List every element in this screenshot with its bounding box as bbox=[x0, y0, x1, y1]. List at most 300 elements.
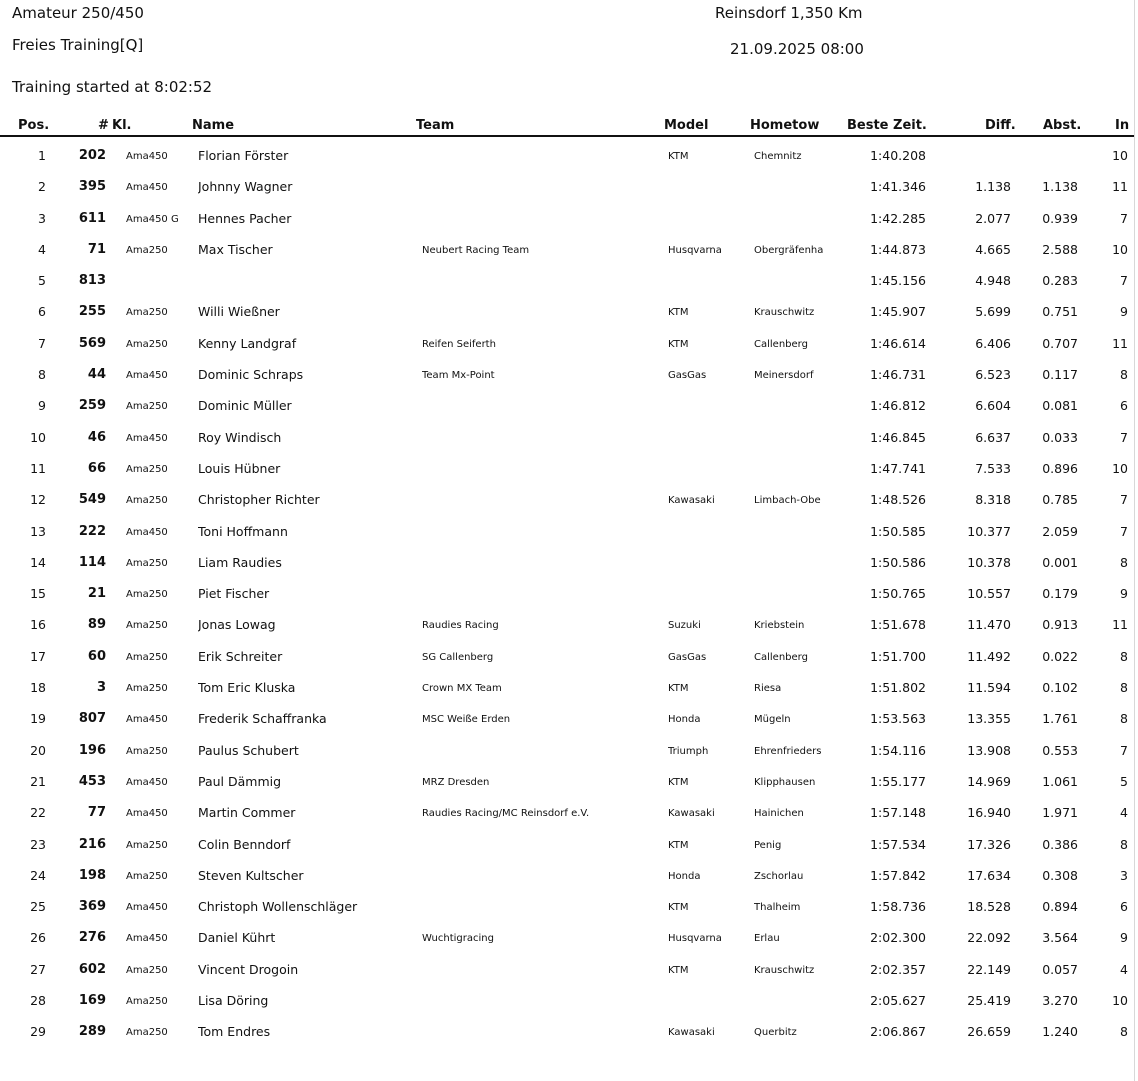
cell-laps: 8 bbox=[1120, 554, 1128, 570]
cell-best-time: 1:47.741 bbox=[870, 460, 926, 476]
cell-team: Neubert Racing Team bbox=[422, 244, 530, 256]
cell-position: 21 bbox=[30, 773, 46, 789]
cell-best-time: 1:57.534 bbox=[870, 836, 926, 852]
cell-gap: 0.057 bbox=[1042, 961, 1078, 977]
cell-gap: 0.386 bbox=[1042, 836, 1078, 852]
cell-position: 10 bbox=[30, 429, 46, 445]
cell-gap: 0.751 bbox=[1042, 304, 1078, 320]
cell-best-time: 1:42.285 bbox=[870, 210, 926, 226]
cell-diff: 22.149 bbox=[967, 961, 1011, 977]
cell-class: Ama450 bbox=[126, 182, 168, 194]
cell-gap: 0.102 bbox=[1042, 680, 1078, 696]
cell-rider-name: Toni Hoffmann bbox=[198, 523, 288, 539]
cell-class: Ama250 bbox=[126, 651, 168, 663]
cell-hometown: Ehrenfrieders bbox=[754, 745, 822, 757]
cell-rider-name: Frederik Schaffranka bbox=[198, 711, 327, 727]
cell-rider-name: Martin Commer bbox=[198, 805, 296, 821]
cell-start-number: 3 bbox=[96, 680, 106, 696]
cell-diff: 22.092 bbox=[967, 930, 1011, 946]
cell-best-time: 1:51.678 bbox=[870, 617, 926, 633]
cell-gap: 0.913 bbox=[1042, 617, 1078, 633]
cell-start-number: 549 bbox=[78, 492, 106, 508]
cell-laps: 10 bbox=[1112, 460, 1128, 476]
cell-class: Ama450 bbox=[126, 714, 168, 726]
cell-rider-name: Willi Wießner bbox=[198, 304, 280, 320]
table-row bbox=[0, 174, 1134, 205]
table-header bbox=[0, 117, 1134, 137]
cell-laps: 8 bbox=[1120, 680, 1128, 696]
table-row bbox=[0, 456, 1134, 487]
cell-hometown: Riesa bbox=[754, 683, 782, 695]
cell-class: Ama450 bbox=[126, 526, 168, 538]
table-row bbox=[0, 268, 1134, 299]
cell-hometown: Callenberg bbox=[754, 651, 808, 663]
cell-best-time: 1:51.802 bbox=[870, 680, 926, 696]
cell-model: Honda bbox=[668, 870, 701, 882]
table-row bbox=[0, 550, 1134, 581]
table-row bbox=[0, 769, 1134, 800]
cell-gap: 0.179 bbox=[1042, 586, 1078, 602]
cell-laps: 10 bbox=[1112, 148, 1128, 163]
cell-position: 14 bbox=[30, 554, 46, 570]
cell-position: 18 bbox=[30, 680, 46, 696]
cell-best-time: 1:50.765 bbox=[870, 586, 926, 602]
cell-class: Ama450 G bbox=[126, 213, 179, 225]
cell-model: KTM bbox=[668, 964, 689, 976]
cell-hometown: Callenberg bbox=[754, 338, 808, 350]
cell-class: Ama250 bbox=[126, 1027, 168, 1039]
cell-rider-name: Vincent Drogoin bbox=[198, 961, 299, 977]
cell-model: Kawasaki bbox=[668, 1027, 715, 1039]
cell-diff: 11.492 bbox=[967, 648, 1011, 664]
cell-start-number: 602 bbox=[78, 961, 106, 977]
cell-team: Crown MX Team bbox=[422, 683, 502, 695]
cell-start-number: 21 bbox=[87, 586, 106, 602]
col-header-hometown: Hometow bbox=[750, 118, 820, 133]
cell-rider-name: Louis Hübner bbox=[198, 460, 281, 476]
cell-position: 24 bbox=[30, 867, 46, 883]
cell-start-number: 71 bbox=[87, 241, 106, 257]
cell-diff: 6.406 bbox=[975, 335, 1011, 351]
cell-start-number: 813 bbox=[78, 273, 106, 289]
cell-model: GasGas bbox=[668, 651, 707, 663]
session-name: Freies Training[Q] bbox=[12, 36, 144, 54]
cell-team: Team Mx-Point bbox=[422, 370, 495, 382]
cell-laps: 6 bbox=[1120, 398, 1128, 414]
cell-diff: 2.077 bbox=[975, 210, 1011, 226]
cell-start-number: 369 bbox=[78, 899, 106, 915]
cell-gap: 1.061 bbox=[1042, 773, 1078, 789]
cell-best-time: 1:54.116 bbox=[870, 742, 926, 758]
cell-start-number: 198 bbox=[78, 867, 106, 883]
cell-laps: 6 bbox=[1120, 899, 1128, 915]
cell-start-number: 114 bbox=[78, 554, 106, 570]
results-table-body bbox=[0, 143, 1134, 1051]
cell-hometown: Erlau bbox=[754, 933, 780, 945]
cell-rider-name: Jonas Lowag bbox=[198, 617, 276, 633]
table-row bbox=[0, 299, 1134, 330]
cell-class: Ama250 bbox=[126, 870, 168, 882]
cell-rider-name: Dominic Müller bbox=[198, 398, 292, 414]
cell-gap: 2.059 bbox=[1042, 523, 1078, 539]
cell-diff: 10.557 bbox=[967, 586, 1011, 602]
cell-position: 6 bbox=[38, 304, 46, 320]
cell-best-time: 1:50.585 bbox=[870, 523, 926, 539]
cell-start-number: 807 bbox=[78, 711, 106, 727]
table-row bbox=[0, 206, 1134, 237]
cell-best-time: 1:55.177 bbox=[870, 773, 926, 789]
cell-class: Ama250 bbox=[126, 244, 168, 256]
cell-start-number: 395 bbox=[78, 179, 106, 195]
cell-rider-name: Roy Windisch bbox=[198, 429, 282, 445]
cell-best-time: 1:51.700 bbox=[870, 648, 926, 664]
cell-best-time: 1:57.148 bbox=[870, 805, 926, 821]
col-header-model: Model bbox=[664, 118, 709, 133]
cell-laps: 9 bbox=[1120, 586, 1128, 602]
cell-class: Ama250 bbox=[126, 463, 168, 475]
cell-model: Kawasaki bbox=[668, 495, 715, 507]
table-row bbox=[0, 675, 1134, 706]
cell-diff: 26.659 bbox=[967, 1024, 1011, 1040]
cell-diff: 13.355 bbox=[967, 711, 1011, 727]
cell-gap: 0.894 bbox=[1042, 899, 1078, 915]
cell-start-number: 289 bbox=[78, 1024, 106, 1040]
cell-class: Ama250 bbox=[126, 338, 168, 350]
cell-team: Wuchtigracing bbox=[422, 933, 494, 945]
cell-laps: 8 bbox=[1120, 367, 1128, 383]
cell-laps: 11 bbox=[1112, 179, 1128, 195]
cell-position: 13 bbox=[30, 523, 46, 539]
cell-laps: 8 bbox=[1120, 836, 1128, 852]
cell-best-time: 1:48.526 bbox=[870, 492, 926, 508]
cell-diff: 4.665 bbox=[975, 241, 1011, 257]
cell-position: 27 bbox=[30, 961, 46, 977]
cell-class: Ama450 bbox=[126, 370, 168, 382]
cell-hometown: Penig bbox=[754, 839, 782, 851]
col-header-gap: Abst. bbox=[1043, 118, 1082, 133]
cell-class: Ama250 bbox=[126, 401, 168, 413]
cell-model: Husqvarna bbox=[668, 244, 722, 256]
cell-rider-name: Hennes Pacher bbox=[198, 210, 292, 226]
cell-best-time: 1:45.907 bbox=[870, 304, 926, 320]
cell-model: KTM bbox=[668, 683, 689, 695]
cell-class: Ama250 bbox=[126, 620, 168, 632]
cell-start-number: 46 bbox=[87, 429, 106, 445]
cell-start-number: 77 bbox=[87, 805, 106, 821]
cell-team: SG Callenberg bbox=[422, 651, 494, 663]
cell-best-time: 1:40.208 bbox=[870, 148, 926, 163]
cell-position: 16 bbox=[30, 617, 46, 633]
cell-start-number: 60 bbox=[87, 648, 106, 664]
event-date: 21.09.2025 08:00 bbox=[730, 40, 864, 58]
cell-laps: 7 bbox=[1120, 523, 1128, 539]
cell-gap: 0.283 bbox=[1042, 273, 1078, 289]
cell-diff: 5.699 bbox=[975, 304, 1011, 320]
cell-start-number: 611 bbox=[78, 210, 106, 226]
cell-model: Suzuki bbox=[668, 620, 701, 632]
table-row bbox=[0, 393, 1134, 424]
cell-best-time: 2:05.627 bbox=[870, 993, 926, 1009]
table-row bbox=[0, 519, 1134, 550]
cell-class: Ama450 bbox=[126, 776, 168, 788]
cell-gap: 3.270 bbox=[1042, 993, 1078, 1009]
cell-rider-name: Christopher Richter bbox=[198, 492, 320, 508]
cell-position: 26 bbox=[30, 930, 46, 946]
cell-start-number: 89 bbox=[87, 617, 106, 633]
cell-diff: 16.940 bbox=[967, 805, 1011, 821]
cell-position: 20 bbox=[30, 742, 46, 758]
cell-position: 29 bbox=[30, 1024, 46, 1040]
cell-start-number: 569 bbox=[78, 335, 106, 351]
cell-laps: 7 bbox=[1120, 429, 1128, 445]
cell-class: Ama250 bbox=[126, 996, 168, 1008]
cell-class: Ama250 bbox=[126, 307, 168, 319]
cell-position: 22 bbox=[30, 805, 46, 821]
cell-gap: 3.564 bbox=[1042, 930, 1078, 946]
cell-model: KTM bbox=[668, 338, 689, 350]
cell-class: Ama450 bbox=[126, 933, 168, 945]
cell-position: 12 bbox=[30, 492, 46, 508]
cell-gap: 0.033 bbox=[1042, 429, 1078, 445]
cell-class: Ama250 bbox=[126, 495, 168, 507]
track-info: Reinsdorf 1,350 Km bbox=[715, 4, 863, 22]
cell-best-time: 2:02.357 bbox=[870, 961, 926, 977]
cell-model: Honda bbox=[668, 714, 701, 726]
cell-diff: 8.318 bbox=[975, 492, 1011, 508]
cell-start-number: 255 bbox=[78, 304, 106, 320]
cell-position: 2 bbox=[38, 179, 46, 195]
cell-best-time: 1:57.842 bbox=[870, 867, 926, 883]
cell-class: Ama250 bbox=[126, 745, 168, 757]
table-row bbox=[0, 832, 1134, 863]
cell-laps: 3 bbox=[1120, 867, 1128, 883]
table-row bbox=[0, 1019, 1134, 1050]
cell-start-number: 222 bbox=[78, 523, 106, 539]
class-title: Amateur 250/450 bbox=[12, 4, 144, 22]
cell-team: Raudies Racing/MC Reinsdorf e.V. bbox=[422, 808, 590, 820]
table-row bbox=[0, 800, 1134, 831]
cell-best-time: 1:53.563 bbox=[870, 711, 926, 727]
cell-hometown: Chemnitz bbox=[754, 151, 802, 162]
cell-model: GasGas bbox=[668, 370, 707, 382]
cell-gap: 0.939 bbox=[1042, 210, 1078, 226]
cell-diff: 4.948 bbox=[975, 273, 1011, 289]
cell-position: 28 bbox=[30, 993, 46, 1009]
cell-team: Raudies Racing bbox=[422, 620, 499, 632]
cell-hometown: Thalheim bbox=[754, 902, 801, 914]
cell-class: Ama250 bbox=[126, 964, 168, 976]
cell-best-time: 1:46.614 bbox=[870, 335, 926, 351]
cell-hometown: Meinersdorf bbox=[754, 370, 814, 382]
cell-diff: 1.138 bbox=[975, 179, 1011, 195]
cell-model: KTM bbox=[668, 151, 689, 162]
col-header-number: # bbox=[98, 118, 109, 133]
cell-hometown: Querbitz bbox=[754, 1027, 797, 1039]
cell-rider-name: Piet Fischer bbox=[198, 586, 270, 602]
cell-hometown: Klipphausen bbox=[754, 776, 816, 788]
cell-laps: 7 bbox=[1120, 492, 1128, 508]
table-row bbox=[0, 644, 1134, 675]
cell-hometown: Zschorlau bbox=[754, 870, 804, 882]
cell-model: KTM bbox=[668, 776, 689, 788]
cell-model: Kawasaki bbox=[668, 808, 715, 820]
page-right-border bbox=[1134, 0, 1135, 1081]
cell-hometown: Krauschwitz bbox=[754, 964, 815, 976]
col-header-class: Kl. bbox=[112, 118, 132, 133]
cell-position: 7 bbox=[38, 335, 46, 351]
cell-diff: 11.470 bbox=[967, 617, 1011, 633]
cell-start-number: 44 bbox=[87, 367, 106, 383]
cell-laps: 8 bbox=[1120, 1024, 1128, 1040]
cell-diff: 18.528 bbox=[967, 899, 1011, 915]
cell-position: 23 bbox=[30, 836, 46, 852]
table-row bbox=[0, 894, 1134, 925]
table-row bbox=[0, 425, 1134, 456]
cell-best-time: 2:02.300 bbox=[870, 930, 926, 946]
cell-start-number: 453 bbox=[78, 773, 106, 789]
cell-laps: 9 bbox=[1120, 930, 1128, 946]
col-header-name: Name bbox=[192, 118, 235, 133]
cell-diff: 6.604 bbox=[975, 398, 1011, 414]
cell-laps: 9 bbox=[1120, 304, 1128, 320]
cell-diff: 13.908 bbox=[967, 742, 1011, 758]
cell-hometown: Kriebstein bbox=[754, 620, 805, 632]
cell-diff: 10.377 bbox=[967, 523, 1011, 539]
cell-model: KTM bbox=[668, 839, 689, 851]
table-row bbox=[0, 581, 1134, 612]
cell-diff: 7.533 bbox=[975, 460, 1011, 476]
cell-position: 11 bbox=[30, 460, 46, 476]
cell-start-number: 202 bbox=[78, 148, 106, 163]
table-row bbox=[0, 331, 1134, 362]
col-header-team: Team bbox=[416, 118, 455, 133]
cell-diff: 14.969 bbox=[967, 773, 1011, 789]
cell-position: 3 bbox=[38, 210, 46, 226]
cell-position: 1 bbox=[38, 148, 46, 163]
cell-gap: 1.138 bbox=[1042, 179, 1078, 195]
table-row bbox=[0, 925, 1134, 956]
cell-diff: 6.637 bbox=[975, 429, 1011, 445]
cell-diff: 10.378 bbox=[967, 554, 1011, 570]
cell-class: Ama250 bbox=[126, 557, 168, 569]
table-row bbox=[0, 612, 1134, 643]
cell-class: Ama250 bbox=[126, 839, 168, 851]
cell-laps: 11 bbox=[1112, 617, 1128, 633]
cell-gap: 1.971 bbox=[1042, 805, 1078, 821]
cell-rider-name: Lisa Döring bbox=[198, 993, 269, 1009]
cell-laps: 7 bbox=[1120, 742, 1128, 758]
cell-laps: 7 bbox=[1120, 273, 1128, 289]
cell-rider-name: Steven Kultscher bbox=[198, 867, 304, 883]
cell-best-time: 1:41.346 bbox=[870, 179, 926, 195]
table-row bbox=[0, 362, 1134, 393]
cell-gap: 2.588 bbox=[1042, 241, 1078, 257]
table-row bbox=[0, 143, 1134, 174]
cell-model: KTM bbox=[668, 902, 689, 914]
cell-gap: 0.785 bbox=[1042, 492, 1078, 508]
cell-gap: 1.761 bbox=[1042, 711, 1078, 727]
cell-position: 19 bbox=[30, 711, 46, 727]
cell-position: 5 bbox=[38, 273, 46, 289]
cell-hometown: Limbach-Obe bbox=[754, 495, 821, 507]
cell-gap: 0.707 bbox=[1042, 335, 1078, 351]
cell-gap: 0.117 bbox=[1042, 367, 1078, 383]
cell-diff: 6.523 bbox=[975, 367, 1011, 383]
cell-rider-name: Johnny Wagner bbox=[198, 179, 293, 195]
cell-rider-name: Tom Endres bbox=[198, 1024, 271, 1040]
cell-rider-name: Dominic Schraps bbox=[198, 367, 304, 383]
cell-class: Ama450 bbox=[126, 808, 168, 820]
cell-hometown: Hainichen bbox=[754, 808, 804, 820]
cell-best-time: 1:58.736 bbox=[870, 899, 926, 915]
cell-rider-name: Paulus Schubert bbox=[198, 742, 299, 758]
cell-best-time: 1:45.156 bbox=[870, 273, 926, 289]
cell-best-time: 1:46.731 bbox=[870, 367, 926, 383]
cell-laps: 8 bbox=[1120, 711, 1128, 727]
cell-diff: 11.594 bbox=[967, 680, 1011, 696]
cell-gap: 1.240 bbox=[1042, 1024, 1078, 1040]
cell-start-number: 66 bbox=[87, 460, 106, 476]
cell-diff: 17.634 bbox=[967, 867, 1011, 883]
table-row bbox=[0, 237, 1134, 268]
cell-laps: 10 bbox=[1112, 241, 1128, 257]
cell-laps: 7 bbox=[1120, 210, 1128, 226]
cell-start-number: 169 bbox=[78, 993, 106, 1009]
cell-laps: 10 bbox=[1112, 993, 1128, 1009]
cell-diff: 17.326 bbox=[967, 836, 1011, 852]
cell-laps: 4 bbox=[1120, 961, 1128, 977]
cell-rider-name: Paul Dämmig bbox=[198, 773, 282, 789]
cell-position: 25 bbox=[30, 899, 46, 915]
cell-best-time: 1:44.873 bbox=[870, 241, 926, 257]
cell-position: 8 bbox=[38, 367, 46, 383]
cell-hometown: Mügeln bbox=[754, 714, 791, 726]
cell-rider-name: Kenny Landgraf bbox=[198, 335, 297, 351]
col-header-laps: In bbox=[1115, 118, 1130, 133]
cell-class: Ama250 bbox=[126, 683, 168, 695]
cell-gap: 0.896 bbox=[1042, 460, 1078, 476]
cell-rider-name: Florian Förster bbox=[198, 148, 289, 163]
cell-laps: 5 bbox=[1120, 773, 1128, 789]
cell-team: Reifen Seiferth bbox=[422, 338, 496, 350]
cell-hometown: Krauschwitz bbox=[754, 307, 815, 319]
col-header-diff: Diff. bbox=[985, 118, 1016, 133]
cell-team: MRZ Dresden bbox=[422, 776, 490, 788]
cell-position: 4 bbox=[38, 241, 46, 257]
cell-gap: 0.001 bbox=[1042, 554, 1078, 570]
cell-model: KTM bbox=[668, 307, 689, 319]
cell-gap: 0.308 bbox=[1042, 867, 1078, 883]
col-header-best-time: Beste Zeit. bbox=[847, 118, 927, 133]
table-row bbox=[0, 706, 1134, 737]
cell-laps: 11 bbox=[1112, 335, 1128, 351]
table-row bbox=[0, 487, 1134, 518]
cell-position: 17 bbox=[30, 648, 46, 664]
cell-gap: 0.022 bbox=[1042, 648, 1078, 664]
cell-class: Ama450 bbox=[126, 432, 168, 444]
cell-rider-name: Tom Eric Kluska bbox=[198, 680, 296, 696]
cell-diff: 25.419 bbox=[967, 993, 1011, 1009]
cell-laps: 4 bbox=[1120, 805, 1128, 821]
cell-rider-name: Max Tischer bbox=[198, 241, 273, 257]
col-header-pos: Pos. bbox=[18, 118, 50, 133]
table-row bbox=[0, 863, 1134, 894]
cell-team: MSC Weiße Erden bbox=[422, 714, 511, 726]
cell-best-time: 1:46.812 bbox=[870, 398, 926, 414]
cell-start-number: 276 bbox=[78, 930, 106, 946]
cell-start-number: 259 bbox=[78, 398, 106, 414]
cell-best-time: 1:46.845 bbox=[870, 429, 926, 445]
